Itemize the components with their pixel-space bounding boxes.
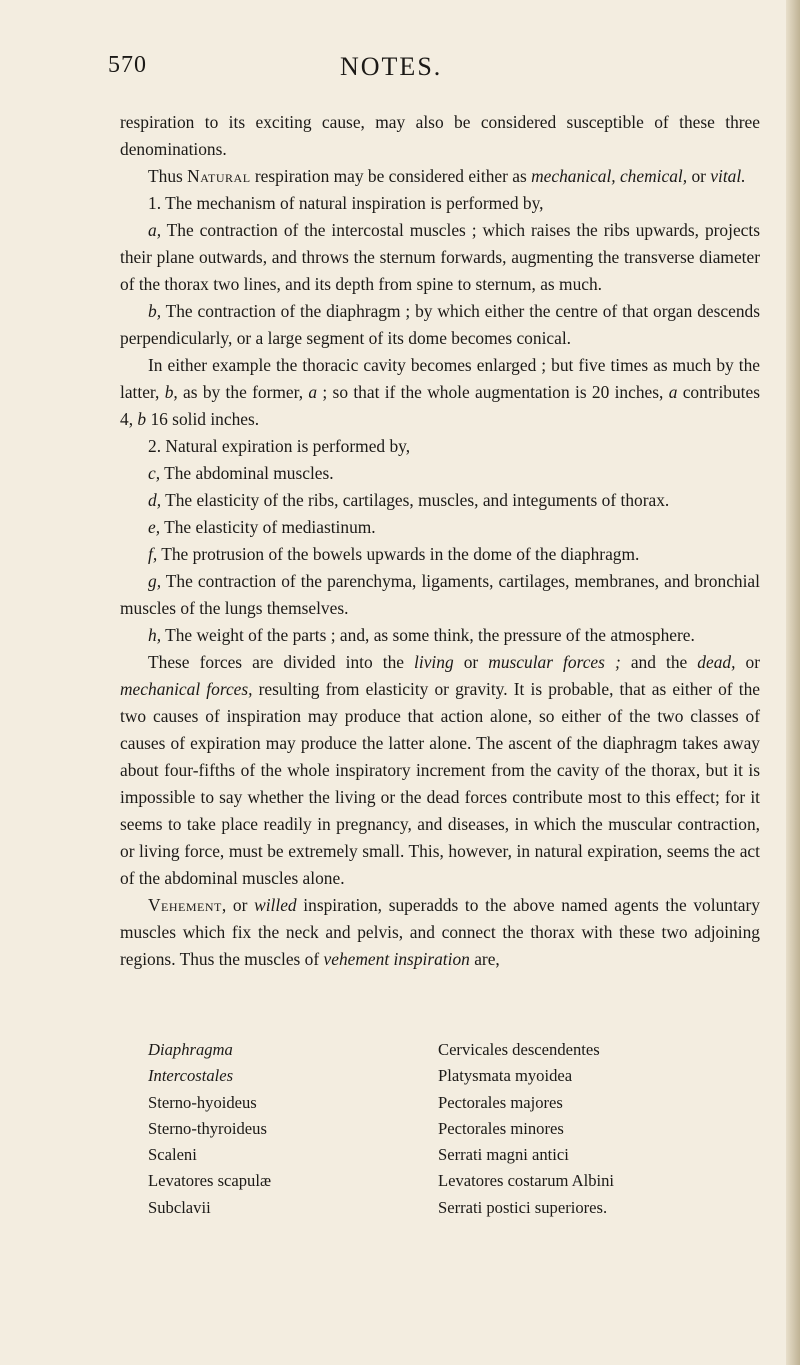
muscle-name: Cervicales descendentes [438, 1040, 600, 1059]
muscle-name: Pectorales majores [438, 1092, 563, 1112]
page-header [108, 52, 758, 88]
paragraph: a, The contraction of the intercostal muscles ; which raises the ribs upwards, projects their plane outwards, and throws the sternum forwards, augmenting the transverse diameter of the thorax two lines, and its depth from spine to sternum, as much. [120, 220, 760, 294]
page-number: 570 [108, 52, 147, 78]
paragraph: Thus Natural respiration may be considered either as mechanical, chemical, or vital. [148, 166, 746, 186]
muscle-name: Sterno-hyoideus [148, 1092, 257, 1112]
paragraph: respiration to its exciting cause, may also be considered susceptible of these three denominations. [120, 112, 760, 159]
muscle-name: Serrati magni antici [438, 1145, 569, 1165]
muscle-name: Diaphragma [148, 1040, 233, 1059]
muscle-name: Pectorales minores [438, 1118, 564, 1138]
muscle-name: Serrati postici superiores. [438, 1197, 608, 1217]
muscle-name: Scaleni [148, 1145, 197, 1165]
paragraph: These forces are divided into the living or muscular forces ; and the dead, or mechanical forces, resulting from elasticity or gravity. It is probable, that as either of the two causes of inspiration may produce that action alone, so either of the two classes of causes of expiration may produce the latter alone. The ascent of the diaphragm takes away about four-fifths of the whole inspiratory increment from the cavity of the thorax, but it is impossible to say whether the living or the dead forces contribute most to this effect; for it seems to take place readily in pregnancy, and diseases, in which the muscular contraction, or living force, must be extremely small. This, however, in natural expiration, seems the act of the abdominal muscles alone. [120, 652, 760, 888]
muscle-list [148, 1037, 708, 1221]
paragraph: e, The elasticity of mediastinum. [148, 517, 376, 537]
paragraph: b, The contraction of the diaphragm ; by which either the centre of that organ descends perpendicularly, or a large segment of its dome becomes conical. [120, 301, 760, 348]
paragraph: Vehement, or willed inspiration, superadds to the above named agents the voluntary muscles which fix the neck and pelvis, and connect the thorax with these two adjoining regions. Thus the muscles of vehement inspiration are, [120, 895, 760, 969]
list-item [148, 1063, 708, 1089]
page-edge-shadow [786, 0, 800, 1365]
list-item [148, 1116, 708, 1142]
list-item [148, 1195, 708, 1221]
paragraph: h, The weight of the parts ; and, as some think, the pressure of the atmosphere. [148, 625, 695, 645]
paragraph: 1. The mechanism of natural inspiration is performed by, [148, 193, 544, 213]
muscle-name: Levatores scapulæ [148, 1171, 272, 1191]
muscle-name: Intercostales [148, 1066, 234, 1086]
paragraph: 2. Natural expiration is performed by, [148, 436, 411, 456]
muscle-name: Subclavii [148, 1197, 211, 1217]
muscle-name: Levatores costarum Albini [438, 1171, 615, 1191]
paragraph: g, The contraction of the parenchyma, ligaments, cartilages, membranes, and bronchial muscles of the lungs themselves. [120, 571, 760, 618]
paragraph: d, The elasticity of the ribs, cartilages, muscles, and integuments of thorax. [148, 490, 670, 510]
body-text [120, 109, 760, 973]
running-head: NOTES. [340, 52, 443, 81]
paragraph: In either example the thoracic cavity becomes enlarged ; but five times as much by the latter, b, as by the former, a ; so that if the whole augmentation is 20 inches, a contributes 4, b 16 solid inches. [120, 355, 760, 429]
muscle-name: Sterno-thyroideus [148, 1118, 267, 1138]
paragraph: c, The abdominal muscles. [148, 463, 334, 483]
paragraph: f, The protrusion of the bowels upwards in the dome of the diaphragm. [148, 544, 640, 564]
muscle-name: Platysmata myoidea [438, 1066, 573, 1086]
list-item [148, 1168, 708, 1194]
list-item [148, 1090, 708, 1116]
list-item [148, 1037, 708, 1063]
list-item [148, 1142, 708, 1168]
